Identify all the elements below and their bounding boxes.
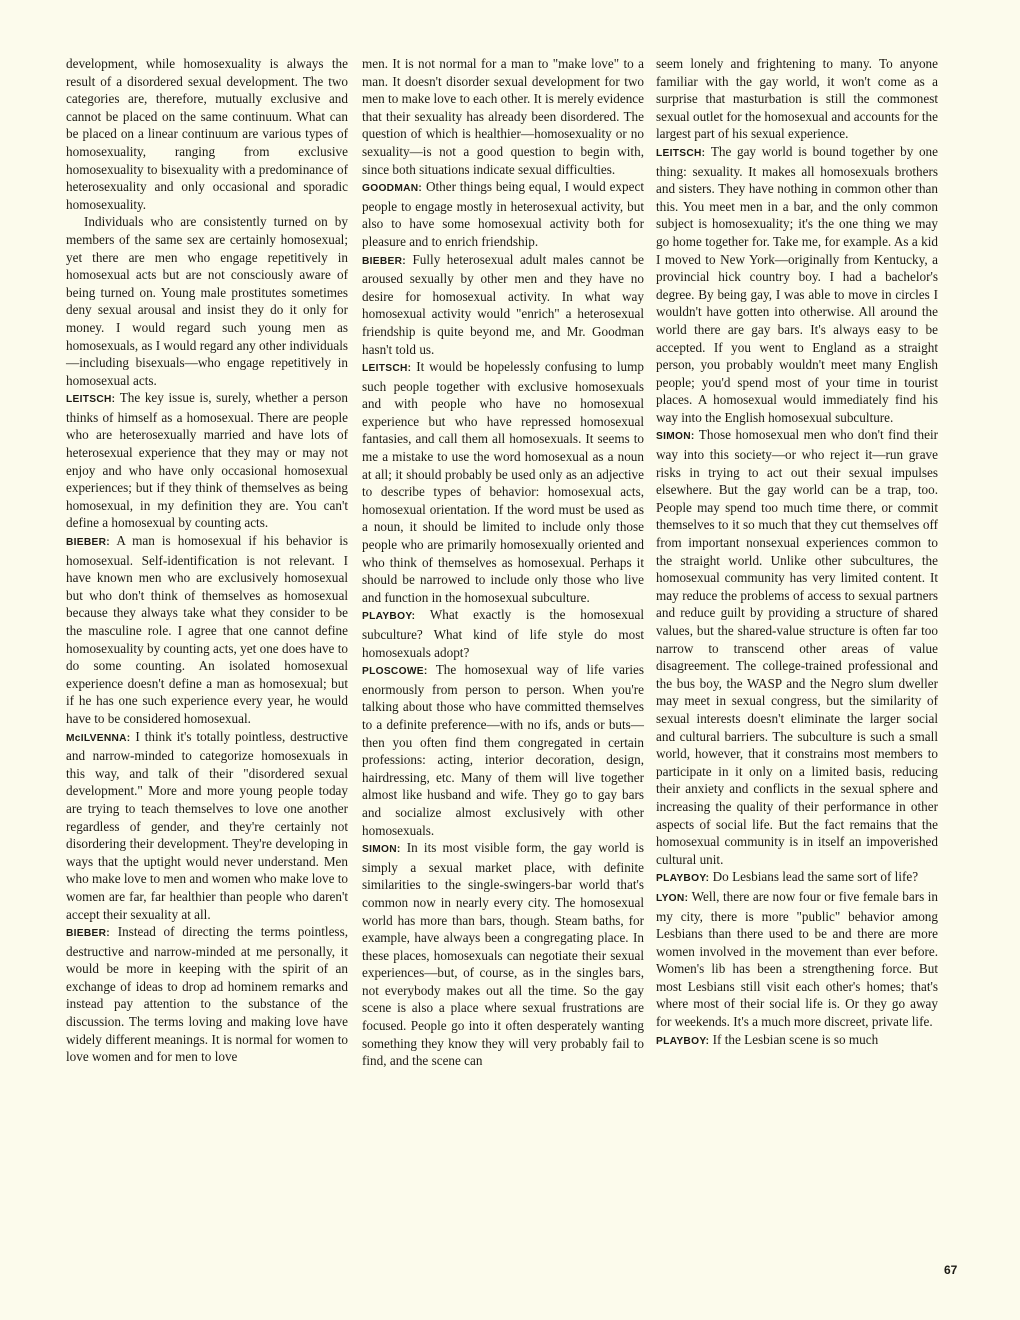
paragraph-text: Well, there are now four or five female bars in my city, there is more "public" behavior among Lesbians than there used to be and there are more women involved in the movement than ever before. Women's lib has been a strengthening force. But most Lesbians still visit each other's homes; that's where most of their social life is. Or they go away for weekends. It's a much more discreet, private life.: [656, 888, 939, 1030]
paragraph-text: Other things being equal, I would expect people to engage mostly in heterosexual activity, but also to have some homosexual activity both for pleasure and to enrich friendship.: [362, 179, 644, 249]
speaker-label: LEITSCH:: [656, 147, 706, 159]
paragraph-text: Those homosexual men who don't find their way into this society—or who reject it—run grave risks in trying to act out their sexual impulses elsewhere. But the gay world can be a trap, too. People may spend too much time there, or commit themselves to it so much that they cut themselves off from important nonsexual experiences common to the straight world. Unlike other subcultures, the homosexual community has very limited content. It may reduce the problems of access to sexual partners and reduce guilt by providing a structure of shared values, but the shared-value structure is often far too narrow to transcend other areas of value disagreement. The college-trained professional and the bus boy, the WASP and the Negro slum dweller may meet in sexual congress, but the similarity of sexual interests doesn't eliminate the larger social and cultural barriers. The subculture is such a small world, however, that it constrains most members to participate in it only on a limited basis, reducing their anxiety and conflicts in the sexual sphere and increasing the quality of their performance in other aspects of social life. But the fact remains that the homosexual community is in itself an impoverished cultural unit.: [656, 427, 938, 867]
paragraph: [656, 426, 938, 868]
speaker-label: BIEBER:: [66, 928, 110, 940]
paragraph: [66, 923, 348, 1066]
paragraph-text: men. It is not normal for a man to "make love" to a man. It doesn't disorder sexual development for two men to make love to each other. It is merely evidence that their sexuality has already been disordered. The question of which is healthier—homosexuality or no sexuality—is not a good question to begin with, since both situations indicate sexual difficulties.: [362, 56, 644, 177]
paragraph: [362, 606, 644, 661]
speaker-label: LYON:: [656, 892, 689, 904]
paragraph: [362, 358, 644, 606]
speaker-label: LEITSCH:: [66, 394, 116, 406]
paragraph-text: The homosexual way of life varies enormously from person to person. When you're talking about those who have committed themselves to a definite preference—with no ifs, ands or buts—then you often find them congregated in certain professions: acting, interior decoration, design, hairdressing, etc. Many of them will live together almost like husband and wife. They go to gay bars and socialize almost exclusively with other homosexuals.: [362, 662, 644, 838]
paragraph-text: It would be hopelessly confusing to lump such people together with exclusive homosexuals and with people who have no homosexual experience but who have repressed homosexual fantasies, and call them all homosexuals. It seems to me a mistake to use the word homosexual as a noun at all; it should probably be used only as an adjective to describe types of behavior: homosexual acts, homosexual orientation. If the word must be used as a noun, it should be limited to include only those people who are primarily homosexually oriented and who think of themselves as homosexual. Perhaps it should be narrowed to include only those who live and function in the homosexual subculture.: [362, 359, 644, 605]
paragraph-text: Do Lesbians lead the same sort of life?: [712, 869, 919, 885]
speaker-label: GOODMAN:: [362, 183, 423, 195]
speaker-label: SIMON:: [656, 431, 695, 443]
paragraph-text: development, while homosexuality is always the result of a disordered sexual development. The two categories are, therefore, mutually exclusive and cannot be placed on the same continuum. What can be placed on a linear continuum are various types of homosexuality, ranging from exclusive homosexuality to bisexuality with a predominance of heterosexuality and only occasional and sporadic homosexuality.: [66, 56, 348, 212]
paragraph: [362, 661, 644, 839]
paragraph: [656, 143, 938, 427]
paragraph: [66, 213, 348, 389]
speaker-label: SIMON:: [362, 844, 401, 856]
paragraph: [66, 532, 348, 728]
text-column-2: [362, 55, 644, 1070]
paragraph: [362, 839, 644, 1070]
text-column-1: [66, 55, 348, 1066]
paragraph: [66, 389, 348, 532]
paragraph: [66, 55, 348, 213]
paragraph-text: The key issue is, surely, whether a person thinks of himself as a homosexual. There are people who are heterosexually married and have lots of heterosexual experience that they may or may not enjoy and who have only occasional homosexual experiences; but if they think of themselves as being homosexual, in my definition they are. You can't define a homosexual by counting acts.: [66, 390, 348, 531]
paragraph-text: The gay world is bound together by one thing: sexuality. It makes all homosexuals brothers and sisters. They have nothing in common other than this. You meet men in a bar, and the only common subject is homosexuality; it's the one thing we may go home together for. Take me, for example. As a kid I moved to New York—originally from Kentucky, a provincial hick country boy. I had a bachelor's degree. By being gay, I was able to move in circles I wouldn't have gotten into otherwise. All around the world there are gay bars. It's always easy to be accepted. If you went to England as a straight person, you probably wouldn't meet many English people; you'd spend most of your time in tourist places. A homosexual would immediately find his way into the English homosexual subculture.: [656, 143, 938, 425]
paragraph: [66, 728, 348, 924]
paragraph: [656, 868, 938, 888]
speaker-label: PLAYBOY:: [656, 873, 710, 885]
text-column-3: [656, 55, 938, 1050]
paragraph-text: If the Lesbian scene is so much: [712, 1031, 879, 1047]
speaker-label: PLAYBOY:: [362, 611, 416, 623]
paragraph-text: seem lonely and frightening to many. To anyone familiar with the gay world, it won't come as a surprise that masturbation is still the commonest sexual outlet for the homosexual and accounts for the largest part of his sexual experience.: [656, 56, 938, 142]
paragraph-text: A man is homosexual if his behavior is homosexual. Self-identification is not relevant. I have known men who are exclusively homosexual but who don't think of themselves as homosexual because they always take what they consider to be the masculine role. I agree that one cannot define homosexuality by counting acts, yet one does have to do some counting. An isolated homosexual experience doesn't define a man as homosexual; but if he has one such experience every year, he would have to be considered homosexual.: [66, 533, 349, 726]
speaker-label: PLOSCOWE:: [362, 666, 428, 678]
paragraph: [362, 55, 644, 178]
page-number: 67: [944, 1263, 958, 1277]
paragraph-text: What exactly is the homosexual subculture? What kind of life style do most homosexuals adopt?: [362, 607, 644, 660]
paragraph-text: Individuals who are consistently turned on by members of the same sex are certainly homosexual; yet there are men who engage repetitively in homosexual acts but are not consciously aware of being turned on. Young male prostitutes sometimes deny sexual arousal and insist they do it only for money. I would regard such young men as homosexuals, as I would regard any other individuals—including bisexuals—who engage repetitively in homosexual acts.: [66, 214, 349, 388]
paragraph: [656, 888, 938, 1031]
paragraph-text: Instead of directing the terms pointless, destructive and narrow-minded at me personally, it would be more in keeping with the spirit of an exchange of ideas to drop ad hominem remarks and instead pay attention to the substance of the discussion. The terms loving and making love have widely different meanings. It is normal for women to love women and for men to love: [66, 924, 348, 1065]
paragraph: [656, 1031, 938, 1051]
paragraph: [362, 251, 644, 359]
paragraph-text: Fully heterosexual adult males cannot be aroused sexually by other men and they have no desire for homosexual activity. In what way homosexual activity would "enrich" a heterosexual friendship is quite beyond me, and Mr. Goodman hasn't told us.: [362, 251, 645, 357]
paragraph-text: I think it's totally pointless, destructive and narrow-minded to categorize homosexuals in this way, and talk of their "disordered sexual development." More and more young people today are trying to teach themselves to love one another regardless of gender, and they're certainly not disordering their development. They're developing in ways that the uptight would never understand. Men who make love to men and women who make love to women are far, far healthier than people who daren't accept their sexuality at all.: [66, 728, 349, 922]
paragraph: [362, 178, 644, 250]
paragraph: [656, 55, 938, 143]
speaker-label: BIEBER:: [66, 537, 110, 549]
speaker-label: LEITSCH:: [362, 363, 412, 375]
speaker-label: BIEBER:: [362, 255, 406, 267]
speaker-label: PLAYBOY:: [656, 1035, 710, 1047]
paragraph-text: In its most visible form, the gay world is simply a sexual market place, with definite similarities to the single-swingers-bar world that's common now in nearly every city. The homosexual world has more than bars, though. Steam baths, for example, have always been a congregating place. In these places, homosexuals can negotiate their sexual experiences—but, of course, as in the singles bars, not everybody makes out all the time. So the gay scene is also a place where sexual frustrations are focused. People go into it often desperately wanting something they know they will very probably fail to find, and the scene can: [362, 840, 645, 1069]
speaker-label: McILVENNA:: [66, 732, 131, 744]
